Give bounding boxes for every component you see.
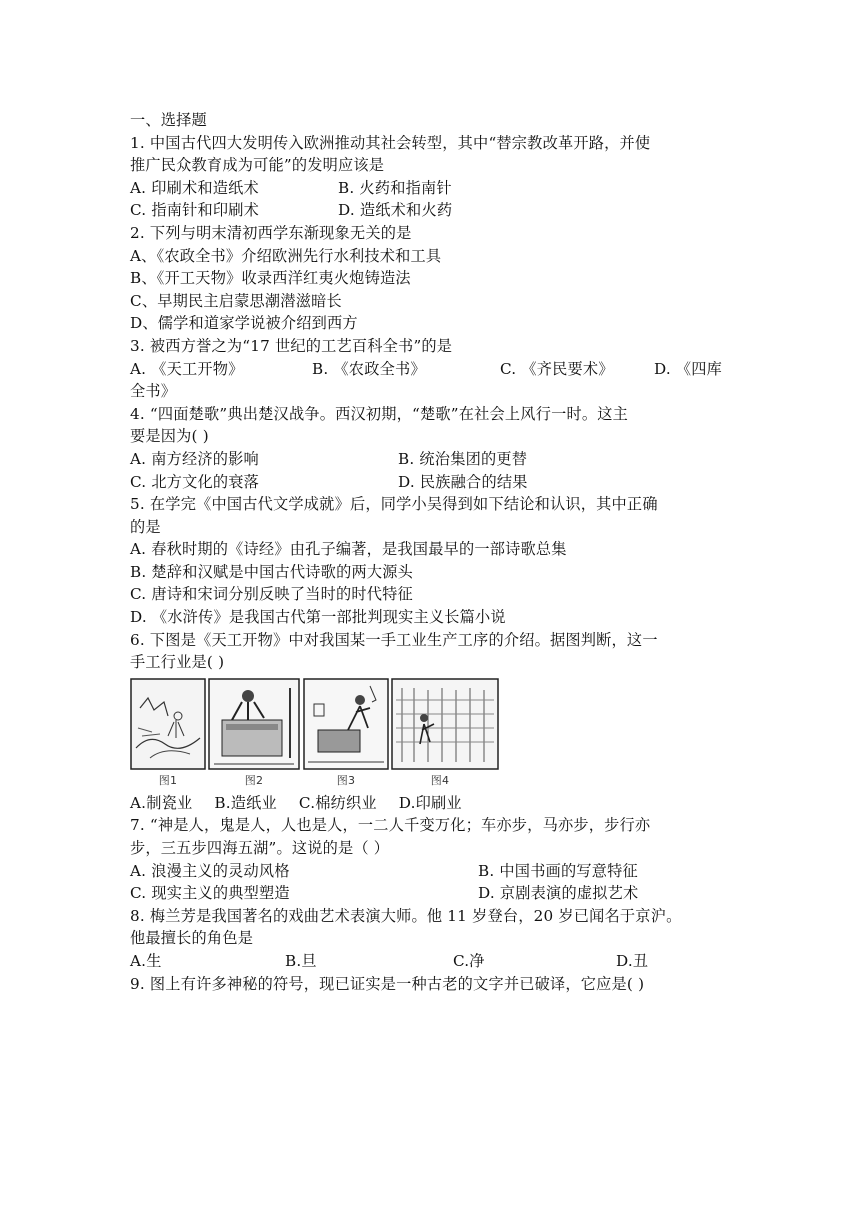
q3-options-row [130,358,735,381]
q4-options-row2 [130,471,735,494]
q8-option-d: D.丑 [616,952,649,970]
q3-stem: 3. 被西方誉之为“17 世纪的工艺百科全书”的是 [130,336,453,355]
q7-option-b: B. 中国书画的写意特征 [478,861,638,880]
q1-options-row2 [130,199,735,222]
q3-option-d-continuation: 全书》 [130,382,177,401]
q6-option-c: C.棉纺织业 [298,793,377,812]
q4-option-b: B. 统治集团的更替 [398,449,528,468]
q7-options-row2 [130,882,735,905]
figure-panel-4 [392,679,498,769]
q8-option-c: C.净 [453,952,485,970]
q8-stem-line1: 8. 梅兰芳是我国著名的戏曲艺术表演大师。他 11 岁登台，20 岁已闻名于京沪。 [130,906,682,925]
q3-option-a: A. 《天工开物》 [130,359,244,378]
q1-option-d: D. 造纸术和火药 [338,201,453,220]
q2-stem: 2. 下列与明末清初西学东渐现象无关的是 [130,223,412,242]
q6-option-a: A.制瓷业 [130,793,193,812]
q4-stem-line2: 要是因为( ) [130,427,209,446]
q1-stem-line1: 1. 中国古代四大发明传入欧洲推动其社会转型，其中“替宗教改革开路，并使 [130,133,651,152]
q5-stem-line1: 5. 在学完《中国古代文学成就》后，同学小吴得到如下结论和认识，其中正确 [130,495,658,514]
q3-option-c: C. 《齐民要术》 [500,359,614,378]
q4-options-row1 [130,448,735,471]
q6-stem-line1: 6. 下图是《天工开物》中对我国某一手工业生产工序的介绍。据图判断，这一 [130,630,658,649]
q1-options-row1 [130,177,735,200]
q4-option-c: C. 北方文化的衰落 [130,472,260,491]
figure-panel-2 [209,679,299,769]
figure-label-2: 图2 [244,773,264,787]
q6-option-b: B.造纸业 [214,793,277,812]
q7-stem-line2: 步，三五步四海五湖”。这说的是（ ） [130,839,390,858]
q2-option-d: D、儒学和道家学说被介绍到西方 [130,314,358,333]
q7-stem-line1: 7. “神是人，鬼是人，人也是人，一二人千变万化；车亦步，马亦步，步行亦 [130,816,651,835]
q7-options-row1 [130,860,735,883]
q7-option-d: D. 京剧表演的虚拟艺术 [478,884,639,903]
q9-stem: 9. 图上有许多神秘的符号，现已证实是一种古老的文字并已破译，它应是( ) [130,974,645,993]
figure-label-4: 图4 [430,773,450,787]
figure-label-3: 图3 [336,773,356,787]
q4-option-a: A. 南方经济的影响 [130,449,259,468]
tiangong-kaiwu-figure [130,678,500,790]
figure-panel-1 [131,679,205,769]
q5-option-b: B. 楚辞和汉赋是中国古代诗歌的两大源头 [130,562,414,581]
section-title: 一、选择题 [130,111,207,129]
q7-option-c: C. 现实主义的典型塑造 [130,884,290,903]
figure-label-1: 图1 [158,773,178,787]
q8-stem-line2: 他最擅长的角色是 [130,929,254,948]
q7-option-a: A. 浪漫主义的灵动风格 [130,861,290,880]
q2-option-a: A、《农政全书》介绍欧洲先行水利技术和工具 [130,246,442,265]
q3-option-b: B. 《农政全书》 [312,359,426,378]
q1-stem-line2: 推广民众教育成为可能”的发明应该是 [130,156,385,175]
q6-options-row [130,792,735,815]
q5-option-d: D. 《水浒传》是我国古代第一部批判现实主义长篇小说 [130,608,506,627]
q4-stem-line1: 4. “四面楚歌”典出楚汉战争。西汉初期，“楚歌”在社会上风行一时。这主 [130,404,629,423]
q1-option-a: A. 印刷术和造纸术 [130,178,259,197]
figure-panel-3 [304,679,388,769]
exam-page [130,109,735,995]
q8-options-row [130,950,735,973]
q4-option-d: D. 民族融合的结果 [398,472,528,491]
q5-stem-line2: 的是 [130,517,161,536]
q6-option-d: D.印刷业 [398,793,462,812]
q6-stem-line2: 手工行业是( ) [130,653,225,672]
q3-option-d: D. 《四库 [654,359,723,378]
q1-option-c: C. 指南针和印刷术 [130,201,260,220]
q5-option-a: A. 春秋时期的《诗经》由孔子编著，是我国最早的一部诗歌总集 [130,540,567,559]
q5-option-c: C. 唐诗和宋词分别反映了当时的时代特征 [130,585,413,604]
process-illustrations-svg [130,678,500,790]
q8-option-b: B.旦 [285,952,317,970]
q8-option-a: A.生 [130,952,162,970]
q1-option-b: B. 火药和指南针 [338,178,452,197]
q2-option-b: B、《开工天物》收录西洋红夷火炮铸造法 [130,269,411,288]
q2-option-c: C、早期民主启蒙思潮潜滋暗长 [130,291,342,310]
